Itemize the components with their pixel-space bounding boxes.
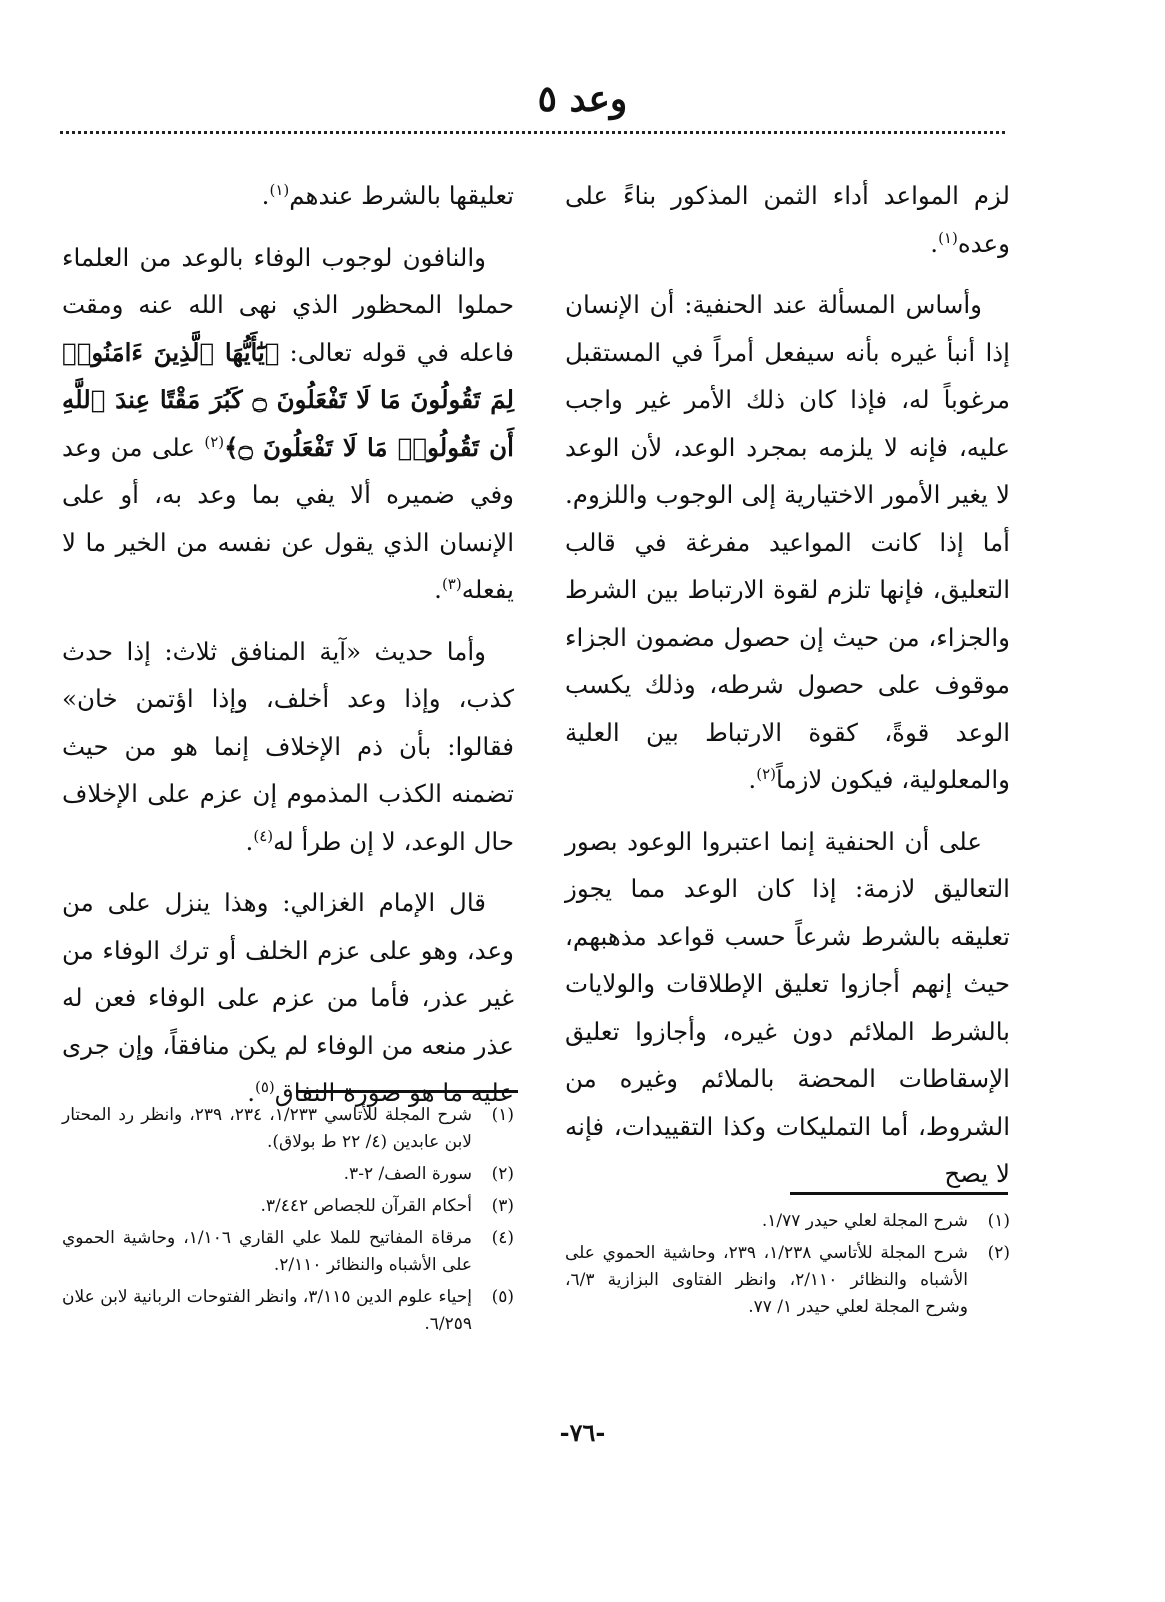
footnotes-left [62, 1102, 514, 1343]
punctuation: . [930, 228, 939, 258]
footnote-number: (٢) [491, 1164, 514, 1184]
footnote-number: (٢) [987, 1243, 1010, 1263]
punctuation: . [261, 181, 270, 210]
punctuation: . [434, 575, 442, 604]
footnote-text: شرح المجلة للأتاسي ١/٢٣٣، ٢٣٤، ٢٣٩، وانظر رد المحتار لابن عابدين (٤/ ٢٢ ط بولاق). [62, 1105, 473, 1152]
footnote [62, 1193, 514, 1220]
paragraph-text: لزم المواعد أداء الثمن المذكور بناءً على وعده [565, 181, 1010, 258]
footnote-text: شرح المجلة لعلي حيدر ١/٧٧. [761, 1211, 968, 1231]
footnote-ref: (٥) [254, 1077, 275, 1096]
footnote [62, 1161, 514, 1188]
footnote-ref: (٢) [756, 764, 776, 783]
quran-verse: ﴿يَٰٓأَيُّهَا ٱلَّذِينَ ءَامَنُوا۟ لِمَ تَقُولُونَ مَا لَا تَفْعَلُونَ ۝ كَبُرَ مَقْتًا عِندَ ٱللَّهِ أَن تَقُولُوا۟ مَا لَا تَفْعَلُونَ ۝﴾ [62, 337, 514, 462]
punctuation: . [247, 1078, 255, 1107]
paragraph [62, 234, 514, 614]
paragraph [565, 818, 1010, 1198]
footnote-rule-right [790, 1192, 1008, 1195]
paragraph-text: تعليقها بالشرط عندهم [289, 181, 514, 210]
footnote [62, 1284, 514, 1338]
footnote [62, 1225, 514, 1279]
footnote-text: مرقاة المفاتيح للملا علي القاري ١/١٠٦، وحاشية الحموي على الأشباه والنظائر ٢/١١٠. [62, 1228, 472, 1275]
footnote-number: (٣) [491, 1196, 514, 1216]
footnote-ref: (١) [938, 228, 958, 247]
header-dotted-rule [60, 131, 1005, 134]
paragraph-text: قال الإمام الغزالي: وهذا ينزل على من وعد، وهو على عزم الخلف أو ترك الوفاء من غير عذر، فأما من عزم على الوفاء فعن له عذر منعه من الوفاء لم يكن منافقاً، وإن جرى عليه ما هو صورة النفاق [62, 888, 514, 1107]
footnote-number: (٤) [491, 1228, 514, 1248]
paragraph-text: والنافون لوجوب الوفاء بالوعد من العلماء حملوا المحظور الذي نهى الله عنه ومقت فاعله في قوله تعالى: [62, 242, 514, 367]
footnote [62, 1102, 514, 1156]
punctuation: . [748, 765, 757, 794]
footnote-ref: (٤) [253, 826, 274, 845]
paragraph-text: على من وعد وفي ضميره ألا يفي بما وعد به، أو على الإنسان الذي يقول عن نفسه من الخير ما لا يفعله [62, 432, 514, 604]
paragraph [565, 172, 1010, 267]
paragraph-text: وأساس المسألة عند الحنفية: أن الإنسان إذا أنبأ غيره بأنه سيفعل أمراً في المستقبل مرغوباً له، فإذا كان ذلك الأمر غير واجب عليه، فإنه لا يلزمه بمجرد الوعد، لأن الوعد لا يغير الأمور الاختيارية إلى الوجوب واللزوم. أما إذا كانت المواعيد مفرغة في قالب التعليق، فإنها تلزم لقوة الارتباط بين الشرط والجزاء، من حيث إن حصول مضمون الجزاء موقوف على حصول شرطه، وذلك يكسب الوعد قوةً، كقوة الارتباط بين العلية والمعلولية، فيكون لازماً [565, 290, 1010, 794]
footnote-text: أحكام القرآن للجصاص ٣/٤٤٢. [260, 1196, 472, 1216]
footnote-number: (١) [491, 1105, 514, 1125]
footnote-text: شرح المجلة للأتاسي ١/٢٣٨، ٢٣٩، وحاشية الحموي على الأشباه والنظائر ٢/١١٠، وانظر الفتاوى البزازية ٦/٣، وشرح المجلة لعلي حيدر ١/ ٧٧. [565, 1243, 969, 1317]
paragraph [62, 879, 514, 1117]
paragraph-text: على أن الحنفية إنما اعتبروا الوعود بصور التعاليق لازمة: إذا كان الوعد مما يجوز تعليقه بالشرط شرعاً حسب قواعد مذهبهم، حيث إنهم أجازوا تعليق الإطلاقات والولايات بالشرط الملائم دون غيره، وأجازوا تعليق الإسقاطات المحضة بالملائم وغيره من الشروط، أما التمليكات وكذا التقييدات، فإنه لا يصح [565, 826, 1010, 1188]
footnote-rule-left [296, 1090, 518, 1093]
paragraph [62, 628, 514, 866]
left-column [62, 172, 514, 1131]
punctuation: . [245, 826, 254, 856]
paragraph [565, 281, 1010, 804]
footnotes-right [565, 1208, 1010, 1326]
footnote-ref: (٢) [204, 432, 225, 451]
footnote [565, 1208, 1010, 1235]
footnote-ref: (٣) [441, 574, 462, 593]
page-number: -٧٦- [559, 1418, 606, 1447]
footnote-number: (٥) [491, 1287, 514, 1307]
footnote-ref: (١) [269, 180, 290, 199]
paragraph [62, 172, 514, 220]
footnote-text: سورة الصف/ ٢-٣. [343, 1164, 472, 1184]
paragraph-text: وأما حديث «آية المنافق ثلاث: إذا حدث كذب، وإذا وعد أخلف، وإذا اؤتمن خان» فقالوا: بأن ذم الإخلاف إنما هو من حيث تضمنه الكذب المذموم إن عزم على الإخلاف حال الوعد، لا إن طرأ له [62, 636, 514, 856]
right-column [565, 172, 1010, 1212]
footnote-text: إحياء علوم الدين ٣/١١٥، وانظر الفتوحات الربانية لابن علان ٦/٢٥٩. [62, 1287, 472, 1334]
footnote-number: (١) [987, 1211, 1010, 1231]
running-header-title: وعد ٥ [537, 78, 628, 120]
footnote [565, 1240, 1010, 1321]
